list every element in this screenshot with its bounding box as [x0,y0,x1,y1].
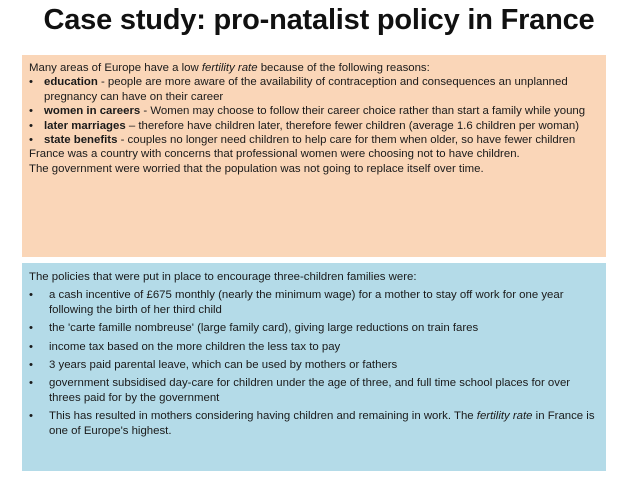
reason-text: - Women may choose to follow their career choice rather than start a family while young [140,105,586,118]
policy-item-result [29,409,600,438]
intro-text-end: because of the following reasons: [257,62,430,74]
reason-term: education [44,76,98,89]
reason-text: - people are more aware of the availability of contraception and consequences an unplanned pregnancy can have on their career [44,76,568,103]
policy-item: • 3 years paid parental leave, which can be used by mothers or fathers [29,358,600,372]
policies-list [29,288,600,438]
policy-item: • a cash incentive of £675 monthly (nearly the minimum wage) for a mother to stay off work for one year following the birth of her third child [29,288,600,317]
policy-item: • government subsidised day-care for children under the age of three, and full time school places for over threes paid for by the government [29,376,600,405]
reasons-list [29,75,600,147]
page-title: Case study: pro-natalist policy in France [43,4,595,36]
intro-italic-term: fertility rate [201,62,258,74]
reasons-box [22,55,606,257]
reason-text: - couples no longer need children to help care for them when older, so have fewer children [117,134,576,147]
closing-line-2: The government were worried that the population was not going to replace itself over time. [29,162,484,175]
intro-text: Many areas of Europe have a low [29,62,202,74]
reason-item-careers [29,104,600,118]
reason-item-marriages [29,119,600,133]
policy-item: • income tax based on the more children the less tax to pay [29,340,600,354]
closing-line-1: France was a country with concerns that professional women were choosing not to have children. [29,148,520,161]
reason-text: – therefore have children later, therefore fewer children (average 1.6 children per woman) [125,119,580,132]
reason-term: later marriages [44,119,126,132]
reason-item-benefits [29,133,600,147]
result-text-end: in France is one of Europe's highest. [49,410,595,437]
policies-intro: The policies that were put in place to encourage three-children families were: [29,271,417,283]
result-italic-term: fertility rate [476,410,533,423]
policies-box [22,263,606,471]
policy-item: • the 'carte famille nombreuse' (large family card), giving large reductions on train fares [29,321,600,335]
result-text: This has resulted in mothers considering having children and remaining in work. The [49,410,477,423]
reasons-intro [29,61,600,75]
reason-term: women in careers [44,105,141,118]
reason-item-education [29,75,600,104]
reason-term: state benefits [44,134,118,147]
